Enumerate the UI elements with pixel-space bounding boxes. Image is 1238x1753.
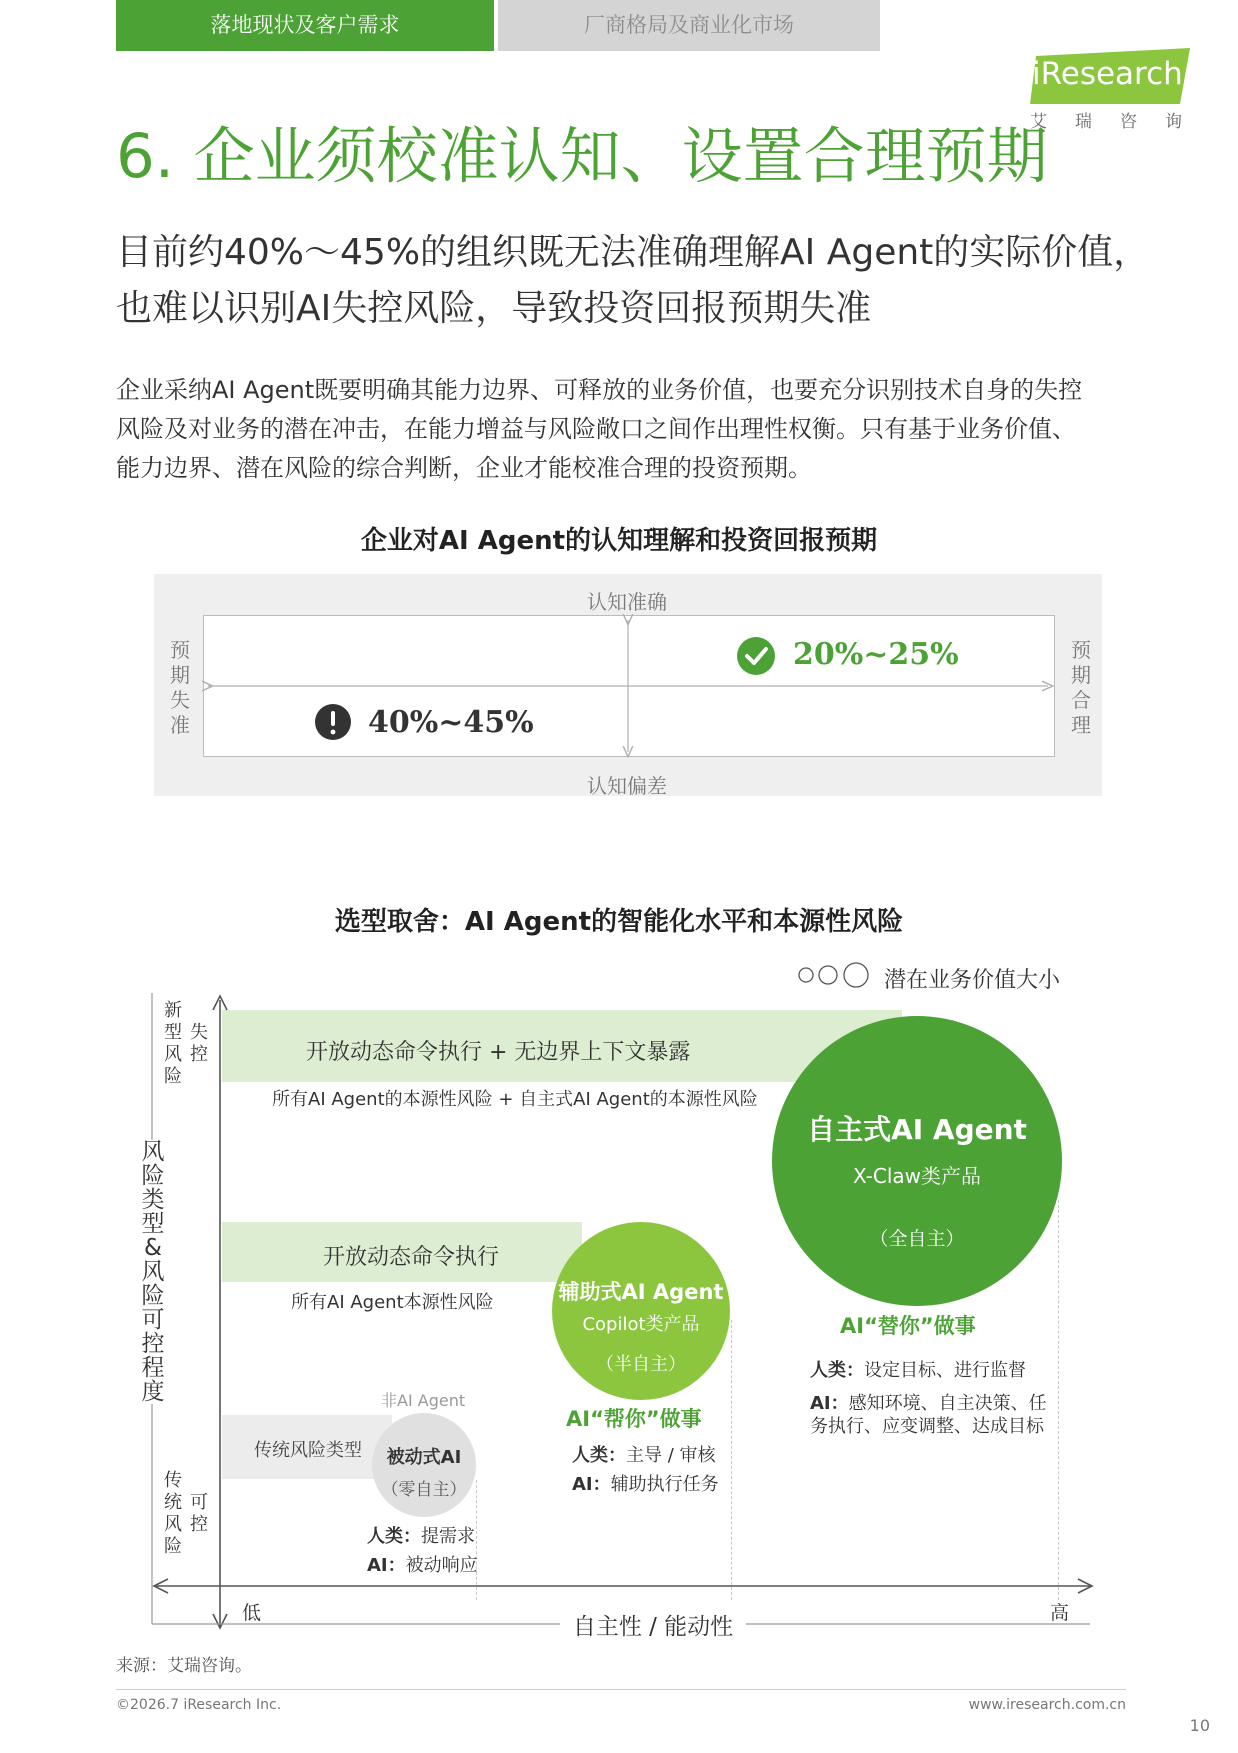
y-bottom-type: 传统风险 [164, 1470, 182, 1557]
footer-divider [116, 1689, 1126, 1690]
assistive-human-line: 人类：主导 / 审核 [572, 1445, 716, 1466]
quadrant-title: 企业对AI Agent的认知理解和投资回报预期 [360, 526, 878, 556]
autonomous-ai-line: AI：感知环境、自主决策、任 [810, 1393, 1047, 1414]
autonomous-human-line: 人类：设定目标、进行监督 [810, 1360, 1026, 1381]
band-command-label: 开放动态命令执行 [323, 1245, 500, 1270]
page-number: 10 [1189, 1716, 1210, 1735]
autonomous-agent-name: 自主式AI Agent [807, 1113, 1027, 1146]
paragraph-line-3: 能力边界、潜在风险的综合判断，企业才能校准合理的投资预期。 [116, 454, 812, 482]
value-size-legend: 潜在业务价值大小 [884, 968, 1061, 993]
band-traditional-label: 传统风险类型 [254, 1440, 362, 1461]
passive-ai-level: （零自主） [381, 1480, 467, 1500]
bad-expectation-value: 40%~45% [368, 705, 534, 740]
passive-ai-line: AI：被动响应 [367, 1555, 478, 1576]
subtitle-line-2: 也难以识别AI失控风险，导致投资回报预期失准 [116, 288, 872, 329]
band-autonomous-label: 开放动态命令执行 + 无边界上下文暴露 [306, 1040, 691, 1065]
iresearch-logo: iResearch [1030, 48, 1190, 104]
band-command-note: 所有AI Agent本源性风险 [291, 1292, 494, 1313]
x-axis-high: 高 [1050, 1602, 1070, 1624]
assistive-agent-level: （半自主） [596, 1354, 686, 1375]
logo-subtitle: 艾瑞咨询 [1030, 112, 1210, 132]
tab-vendor-landscape[interactable]: 厂商格局及商业化市场 [498, 0, 880, 51]
paragraph-line-2: 风险及对业务的潜在冲击，在能力增益与风险敞口之间作出理性权衡。只有基于业务价值、 [116, 415, 1076, 443]
quadrant-top-label: 认知准确 [587, 590, 667, 614]
quadrant-bottom-label: 认知偏差 [587, 774, 667, 798]
autonomous-agent-level: （全自主） [869, 1228, 965, 1250]
x-axis-low: 低 [242, 1602, 262, 1624]
selection-title: 选型取舍：AI Agent的智能化水平和本源性风险 [334, 907, 904, 937]
page-title: 6. 企业须校准认知、设置合理预期 [116, 121, 1048, 192]
source-note: 来源：艾瑞咨询。 [116, 1656, 252, 1676]
passive-human-line: 人类：提需求 [367, 1526, 475, 1547]
assistive-tagline: AI“帮你”做事 [566, 1407, 702, 1431]
assistive-ai-line: AI：辅助执行任务 [572, 1474, 719, 1495]
copyright: ©2026.7 iResearch Inc. [116, 1697, 282, 1713]
autonomous-ai-line-cont: 务执行、应变调整、达成目标 [810, 1416, 1044, 1437]
website-link[interactable]: www.iresearch.com.cn [968, 1697, 1126, 1713]
x-axis-title: 自主性 / 能动性 [572, 1614, 734, 1640]
paragraph-line-1: 企业采纳AI Agent既要明确其能力边界、可释放的业务价值，也要充分识别技术自身的失控 [116, 376, 1083, 404]
non-agent-label: 非AI Agent [381, 1391, 466, 1410]
passive-ai-name: 被动式AI [386, 1447, 462, 1468]
autonomous-tagline: AI“替你”做事 [840, 1314, 976, 1338]
quadrant-right-label: 预期合理 [1071, 638, 1091, 737]
assistive-agent-name: 辅助式AI Agent [558, 1280, 724, 1304]
y-top-type: 新型风险 [164, 1000, 182, 1087]
y-top-control: 失控 [190, 1022, 208, 1065]
y-axis-title: 风险类型&风险可控程度 [141, 1139, 165, 1405]
assistive-agent-product: Copilot类产品 [582, 1314, 700, 1335]
tab-current-status[interactable]: 落地现状及客户需求 [116, 0, 494, 51]
quadrant-left-label: 预期失准 [170, 638, 190, 737]
subtitle-line-1: 目前约40%～45%的组织既无法准确理解AI Agent的实际价值， [116, 232, 1150, 273]
band-autonomous-note: 所有AI Agent的本源性风险 + 自主式AI Agent的本源性风险 [272, 1089, 758, 1110]
y-bottom-control: 可控 [190, 1492, 208, 1535]
autonomous-agent-product: X-Claw类产品 [852, 1164, 982, 1188]
good-expectation-value: 20%~25% [793, 637, 959, 672]
